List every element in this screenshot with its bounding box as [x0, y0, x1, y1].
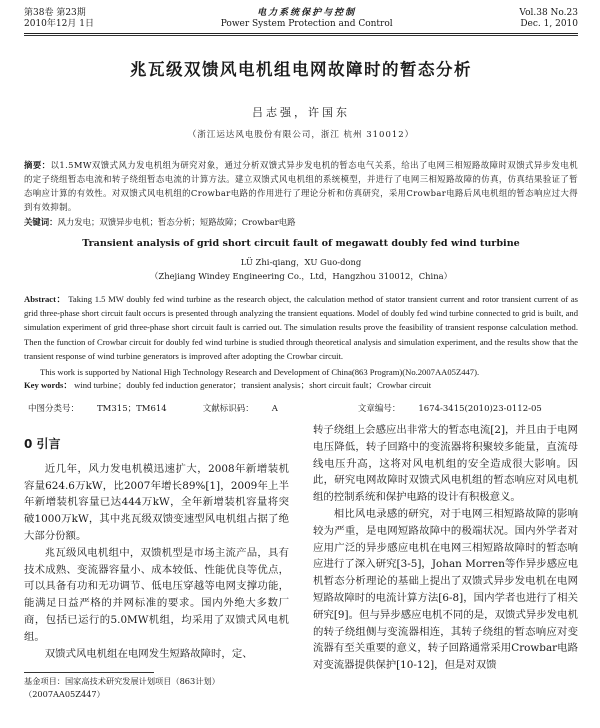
header-rule: [24, 33, 578, 34]
abstract-cn-label: 摘要：: [24, 160, 51, 170]
journal-name-en: Power System Protection and Control: [220, 19, 393, 29]
body-paragraph: 双馈式风电机组在电网发生短路故障时，定、: [44, 647, 253, 660]
abstract-cn-text: 以1.5MW双馈式风力发电机组为研究对象，通过分析双馈式异步发电机的暂态电气关系，给出了电网三相短路故障时双馈式异步发电机的定子绕组暂态电流和转子绕组暂态电流的计算方法。建立双馈式风电机组的系统模型，并进行了电网三相短路故障的仿真，仿真结果验证了暂态响应计算的有效性。对双馈式风电机组的Crowbar电路的作用进行了理论分析和仿真研究，采用Crowbar电路后风电机组的暂态响应过大得到有效抑制。: [24, 160, 579, 212]
section-heading-intro: 0 引言: [24, 437, 61, 452]
body-columns: [24, 422, 578, 701]
paper-title-cn: 兆瓦级双馈风电机组电网故障时的暂态分析: [130, 60, 472, 79]
keywords-en-label: Key words：: [24, 380, 72, 391]
keywords-cn-label: 关键词：: [24, 217, 58, 227]
issue-date-cn: 2010年12月 1日: [24, 19, 94, 29]
affiliation-cn: （浙江运达风电股份有限公司，浙江 杭州 310012）: [187, 130, 415, 140]
journal-name: [221, 8, 393, 30]
keywords-cn-text: 风力发电；双馈异步电机；暂态分析；短路故障；Crowbar电路: [57, 217, 296, 227]
keywords-cn: [24, 216, 578, 228]
journal-issue-en: [519, 8, 578, 30]
abstract-en: [24, 292, 578, 363]
body-paragraph: 转子绕组上会感应出非常大的暂态电流[2]，并且由于电网电压降低，转子回路中的变流器将积聚较多能量，直流母线电压升高，这将对风电机组的安全造成很大影响。因此，研究电网故障时双馈式风电机组的暂态响应对风电机组的控制系统和保护电路的设计有积极意义。: [313, 424, 578, 504]
document-code: 文献标识码： A: [202, 404, 278, 415]
footnote-rule: [24, 672, 154, 673]
body-paragraph: 兆瓦级风电机组中，双馈机型是市场主流产品，具有技术成熟、变流器容量小、成本较低、性能优良等优点，可以具备有功和无功调节、低电压穿越等电网支撑功能，能满足日益严格的并网标准的要求。国内外绝大多数厂商，包括已运行的5.0MW机组，均采用了双馈式风电机组。: [24, 546, 289, 643]
header-rule-thin: [24, 35, 578, 36]
authors-en: LÜ Zhi-qiang，XU Guo-dong: [240, 257, 362, 267]
authors-cn: 吕志强，许国东: [252, 106, 350, 119]
right-column: [313, 422, 578, 701]
body-paragraph: 相比风电录感的研究，对于电网三相短路故障的影响较为严重，是电网短路故障中的极端状况。国内外学者对应用广泛的异步感应电机在电网三相短路故障时的暂态响应进行了深入研究[3-5]，Johan Morren等作异步感应电机暂态分析理论的基础上提出了双馈式异步发电机在电网短路故障时的电流计算方法[6-8]，国内学者也进行了相关研究[9]。但与异步感应电机不同的是，双馈式异步发电机的转子绕组侧与变流器相连，其转子绕组的暂态响应对变流器有至关重要的意义，转子回路通常采用Crowbar电路对变流器提供保护[10-12]，但是对双馈: [313, 508, 578, 672]
volume-issue-en: Vol.38 No.23: [519, 8, 578, 18]
journal-name-cn: 电力系统保护与控制: [257, 8, 357, 18]
abstract-en-label: Abstract：: [24, 294, 66, 304]
footnote-line: （2007AA05Z447）: [24, 689, 105, 700]
left-column: [24, 422, 289, 701]
keywords-en: [24, 379, 578, 392]
article-id: 文章编号： 1674-3415(2010)23-0112-05: [357, 404, 542, 415]
running-header: [24, 8, 578, 30]
paper-title-en: Transient analysis of grid short circuit fault of megawatt doubly fed wind turbine: [82, 238, 520, 249]
keywords-en-text: wind turbine；doubly fed induction generator；transient analysis；short circuit fault；Crowbar circuit: [74, 380, 432, 391]
footnote: [24, 675, 289, 701]
body-paragraph: 近几年，风力发电机模迅速扩大，2008年新增装机容量624.6万kW，比2007年增长89%[1]，2009年上半年新增装机容量已达444万kW，全年新增装机容量将突破1000万kW，其中兆瓦级双馈变速型风电机组占据了绝大部分份额。: [24, 462, 289, 542]
volume-issue-cn: 第38卷 第23期: [24, 8, 86, 18]
journal-issue: [24, 8, 94, 30]
abstract-en-text: Taking 1.5 MW doubly fed wind turbine as the research object, the calculation method of stator transient current and rotor transient current of as grid three-phase short circuit fault occurs is presented through analyzing the transient equations. Model of doubly fed wind turbine connected to grid is built, and simulation experiment of grid three-phase short circuit fault is carried out. The simulation results prove the feasibility of transient response calculation method. Then the function of Crowbar circuit for doubly fed wind turbine is studied through theoretical analysis and simulation experiment, and the results show that the transient response of wind turbine generators is improved after adopting the Crowbar circuit.: [24, 294, 578, 361]
affiliation-en: （Zhejiang Windey Engineering Co.，Ltd，Hangzhou 310012，China）: [150, 271, 452, 281]
clc-number: 中图分类号： TM315；TM614: [28, 404, 167, 415]
funding-note-en: This work is supported by National High Technology Research and Development of China(863 Program)(No.2007AA05Z447).: [40, 367, 480, 378]
issue-date-en: Dec. 1, 2010: [520, 19, 578, 29]
classification-row: [24, 402, 578, 414]
abstract-cn: [24, 158, 578, 214]
footnote-line: 基金项目：国家高技术研究发展计划项目（863计划）: [24, 676, 220, 687]
